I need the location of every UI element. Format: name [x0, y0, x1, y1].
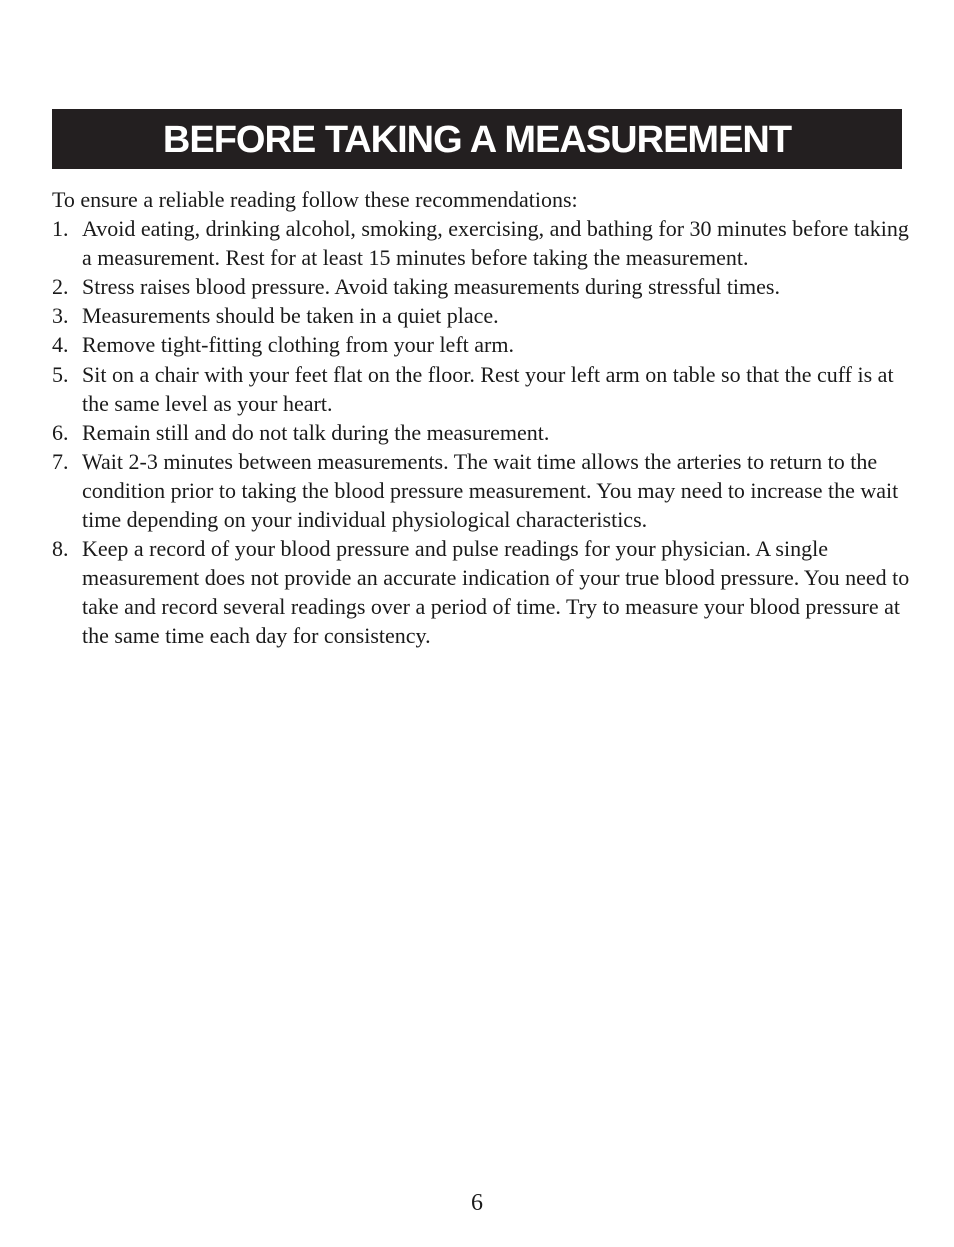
- section-title: BEFORE TAKING A MEASUREMENT: [162, 119, 792, 161]
- list-item-text: Keep a record of your blood pressure and pulse readings for your physician. A single measurement does not provide an accurate indication of your true blood pressure. You need to take and record several readings over a period of time. Try to measure your blood pressure at the same time each day for consistency.: [82, 536, 910, 649]
- list-item-text: Sit on a chair with your feet flat on the floor. Rest your left arm on table so that the cuff is at the same level as your heart.: [82, 361, 894, 416]
- list-item-text: Measurements should be taken in a quiet place.: [82, 303, 499, 329]
- list-item-number: 3.: [52, 303, 69, 329]
- content-body: [52, 185, 912, 651]
- list-item-number: 1.: [52, 216, 69, 242]
- list-item-number: 6.: [52, 419, 69, 445]
- page-number: 6: [471, 1190, 483, 1216]
- list-item: [52, 447, 912, 534]
- list-item-number: 2.: [52, 274, 69, 300]
- recommendations-list: [52, 214, 912, 650]
- list-item: [52, 272, 912, 301]
- list-item-text: Wait 2-3 minutes between measurements. The wait time allows the arteries to return to the condition prior to taking the blood pressure measurement. You may need to increase the wait time depending on your individual physiological characteristics.: [82, 448, 899, 533]
- list-item-number: 5.: [52, 361, 69, 387]
- list-item-number: 4.: [52, 332, 69, 358]
- list-item: [52, 418, 912, 447]
- list-item: [52, 301, 912, 330]
- list-item: [52, 330, 912, 359]
- list-item-text: Stress raises blood pressure. Avoid taking measurements during stressful times.: [82, 274, 780, 300]
- list-item-text: Remain still and do not talk during the measurement.: [82, 419, 550, 445]
- list-item: [52, 360, 912, 418]
- list-item-number: 7.: [52, 448, 69, 474]
- list-item: [52, 214, 912, 272]
- intro-text: To ensure a reliable reading follow these recommendations:: [52, 187, 578, 212]
- list-item-text: Avoid eating, drinking alcohol, smoking, exercising, and bathing for 30 minutes before taking a measurement. Rest for at least 15 minutes before taking the measurement.: [82, 216, 909, 271]
- section-title-bar: [52, 109, 902, 169]
- list-item-number: 8.: [52, 536, 69, 562]
- list-item: [52, 534, 912, 650]
- list-item-text: Remove tight-fitting clothing from your left arm.: [82, 332, 514, 358]
